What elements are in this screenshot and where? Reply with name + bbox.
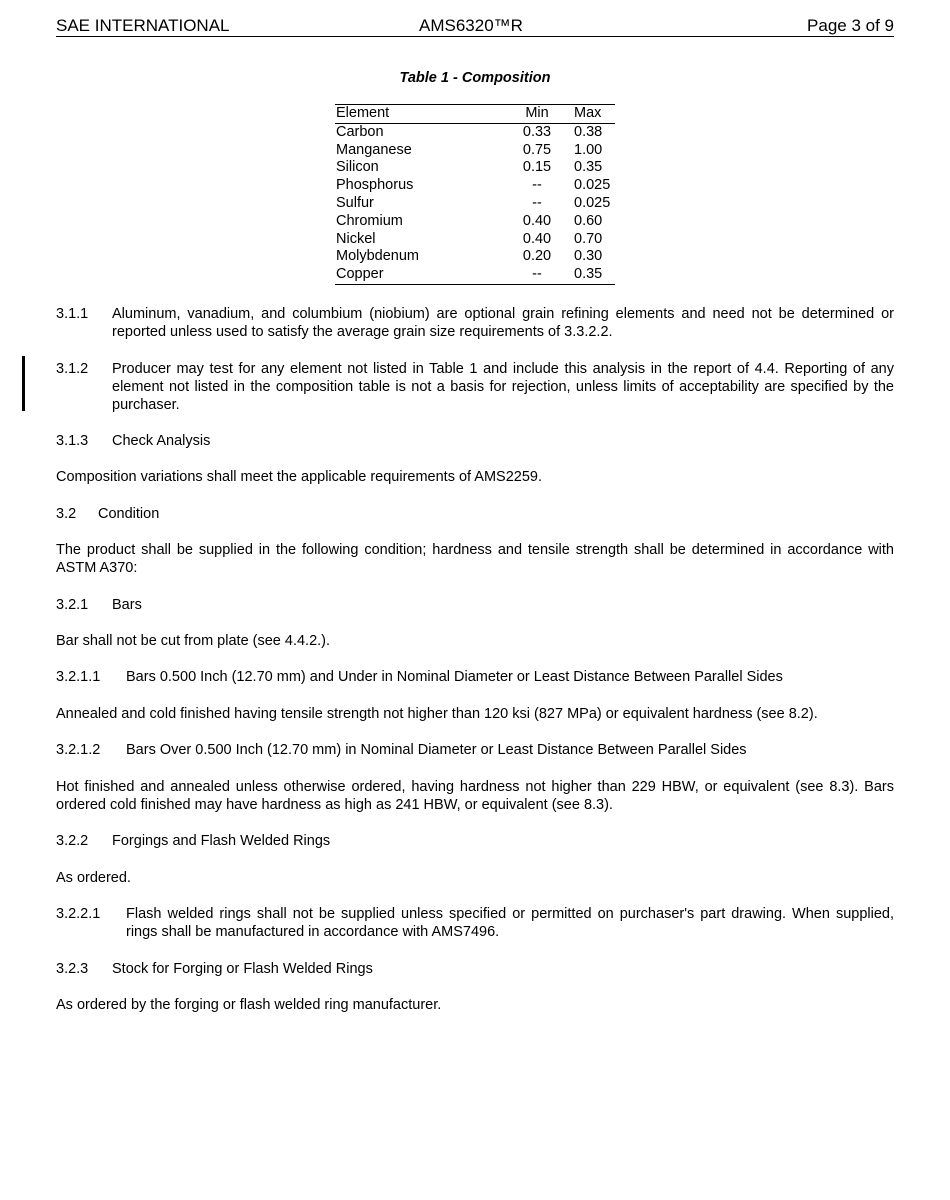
- section-number: 3.2.1.2: [56, 742, 101, 758]
- section-number: 3.2.3: [56, 961, 89, 977]
- section-3-2-3-heading: [56, 960, 894, 978]
- max-cell: 0.35: [574, 159, 603, 176]
- section-title: Bars Over 0.500 Inch (12.70 mm) in Nominal Diameter or Least Distance Between Parallel Sides: [126, 742, 747, 758]
- section-title: Bars 0.500 Inch (12.70 mm) and Under in Nominal Diameter or Least Distance Between Parallel Sides: [126, 669, 783, 685]
- page-header: [56, 15, 894, 37]
- section-3-2-heading: [56, 505, 894, 523]
- min-cell: 0.40: [522, 212, 552, 229]
- table-row: [335, 266, 615, 284]
- table-caption: Table 1 - Composition: [399, 70, 551, 86]
- element-cell: Manganese: [336, 141, 412, 158]
- table-row: [335, 231, 615, 249]
- element-cell: Carbon: [336, 123, 384, 140]
- composition-table: [335, 104, 615, 285]
- section-number: 3.2.1.1: [56, 669, 101, 685]
- element-cell: Sulfur: [336, 194, 374, 211]
- section-number: 3.2.2: [56, 833, 89, 849]
- section-number: 3.1.3: [56, 433, 89, 449]
- element-cell: Silicon: [336, 159, 379, 176]
- element-cell: Molybdenum: [336, 248, 420, 265]
- max-cell: 0.70: [574, 230, 603, 247]
- element-cell: Copper: [336, 266, 384, 283]
- table-row: [335, 123, 615, 141]
- element-cell: Nickel: [336, 230, 376, 247]
- element-cell: Chromium: [336, 212, 403, 229]
- column-header: Element: [335, 105, 508, 124]
- section-title: Bars: [112, 597, 142, 613]
- section-number: 3.2.2.1: [56, 906, 101, 922]
- paragraph-check-analysis: Composition variations shall meet the applicable requirements of AMS2259.: [56, 469, 543, 485]
- min-cell: --: [532, 177, 542, 194]
- column-header: Max: [566, 105, 615, 124]
- paragraph-stock: As ordered by the forging or flash welded ring manufacturer.: [56, 997, 442, 1013]
- table-row: [335, 248, 615, 266]
- section-number: 3.2.1: [56, 597, 89, 613]
- max-cell: 0.35: [574, 266, 603, 283]
- section-number: 3.1.2: [56, 361, 89, 377]
- min-cell: 0.33: [522, 123, 552, 140]
- section-3-1-1: [56, 305, 894, 341]
- max-cell: 0.38: [574, 123, 603, 140]
- section-3-2-2-heading: [56, 832, 894, 850]
- section-3-1-2: [56, 360, 894, 414]
- section-title: Condition: [98, 506, 160, 522]
- paragraph-forgings: As ordered.: [56, 870, 131, 886]
- max-cell: 0.025: [574, 177, 611, 194]
- min-cell: --: [532, 266, 542, 283]
- section-3-1-3-heading: [56, 432, 894, 450]
- min-cell: --: [532, 194, 542, 211]
- paragraph-bars-over: Hot finished and annealed unless otherwise ordered, having hardness not higher than 229 HBW, or equivalent (see 8.3). Bars ordered cold finished may have hardness as high as 241 HBW, or equivalent (see 8.3).: [56, 779, 894, 813]
- section-3-2-1-heading: [56, 596, 894, 614]
- max-cell: 0.30: [574, 248, 603, 265]
- max-cell: 1.00: [574, 141, 603, 158]
- header-organization: SAE INTERNATIONAL: [56, 16, 230, 35]
- section-3-2-1-1-heading: [56, 668, 894, 686]
- table-row: [335, 142, 615, 160]
- max-cell: 0.025: [574, 194, 611, 211]
- table-row: [335, 213, 615, 231]
- revision-change-bar: [22, 356, 25, 411]
- table-row: [335, 195, 615, 213]
- table-row: [335, 177, 615, 195]
- section-3-2-1-2-heading: [56, 741, 894, 759]
- section-number: 3.1.1: [56, 306, 89, 322]
- element-cell: Phosphorus: [336, 177, 414, 194]
- max-cell: 0.60: [574, 212, 603, 229]
- section-title: Stock for Forging or Flash Welded Rings: [112, 961, 373, 977]
- min-cell: 0.40: [522, 230, 552, 247]
- section-title: Check Analysis: [112, 433, 211, 449]
- table-row: [335, 159, 615, 177]
- header-document-id: AMS6320™R: [419, 16, 523, 35]
- section-number: 3.2: [56, 506, 77, 522]
- section-text: Flash welded rings shall not be supplied unless specified or permitted on purchaser's part drawing. When supplied, rings shall be manufactured in accordance with AMS7496.: [126, 906, 894, 940]
- min-cell: 0.75: [522, 141, 552, 158]
- paragraph-bars-under: Annealed and cold finished having tensile strength not higher than 120 ksi (827 MPa) or equivalent hardness (see 8.2).: [56, 706, 818, 722]
- header-page-number: Page 3 of 9: [807, 16, 894, 35]
- paragraph-bars: Bar shall not be cut from plate (see 4.4.2.).: [56, 633, 331, 649]
- table-header-row: [335, 105, 615, 124]
- min-cell: 0.20: [522, 248, 552, 265]
- section-title: Forgings and Flash Welded Rings: [112, 833, 331, 849]
- column-header: Min: [508, 105, 566, 124]
- section-text: Aluminum, vanadium, and columbium (niobium) are optional grain refining elements and need not be determined or reported unless used to satisfy the average grain size requirements of 3.3.2.2.: [112, 306, 894, 340]
- section-text: Producer may test for any element not listed in Table 1 and include this analysis in the report of 4.4. Reporting of any element not listed in the composition table is not a basis for rejection, unless limits of acceptability are specified by the purchaser.: [112, 361, 894, 413]
- paragraph-condition: The product shall be supplied in the following condition; hardness and tensile strength shall be determined in accordance with ASTM A370:: [56, 542, 894, 576]
- min-cell: 0.15: [522, 159, 552, 176]
- section-3-2-2-1: [56, 905, 894, 941]
